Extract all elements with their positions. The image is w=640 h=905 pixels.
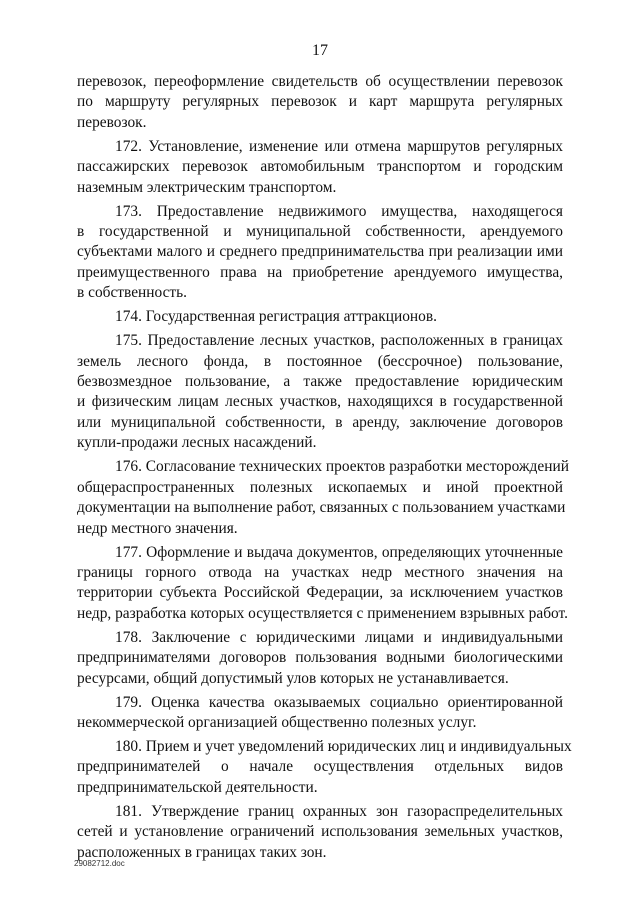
paragraph xyxy=(77,737,572,798)
text-line: земель лесного фонда, в постоянное (бессрочное) пользование, xyxy=(77,352,563,370)
text-line: 175. Предоставление лесных участков, расположенных в границах xyxy=(115,332,563,350)
text-line: наземным электрическим транспортом. xyxy=(77,178,337,196)
text-line: перевозок. xyxy=(77,113,147,131)
text-line: предпринимателей о начале осуществления отдельных видов xyxy=(77,758,563,776)
text-line: предпринимателями договоров пользования водными биологическими xyxy=(77,649,563,667)
text-line: предпринимательской деятельности. xyxy=(77,778,318,796)
text-line: безвозмездное пользование, а также предоставление юридическим xyxy=(77,373,563,391)
paragraph xyxy=(77,72,563,133)
text-line: и физическим лицам лесных участков, находящихся в государственной xyxy=(77,393,563,411)
text-line: расположенных в границах таких зон. xyxy=(77,843,327,861)
text-line: субъектами малого и среднего предпринимательства при реализации ими xyxy=(77,243,563,261)
text-line: недр местного значения. xyxy=(77,519,238,537)
text-line: недр, разработка которых осуществляется с применением взрывных работ. xyxy=(77,604,568,622)
paragraph xyxy=(77,331,563,453)
paragraph xyxy=(77,457,569,539)
text-line: пассажирских перевозок автомобильным транспортом и городским xyxy=(77,158,563,176)
text-line: 179. Оценка качества оказываемых социально ориентированной xyxy=(115,693,563,711)
text-line: 180. Прием и учет уведомлений юридических лиц и индивидуальных xyxy=(115,737,572,755)
document-body xyxy=(77,72,572,867)
text-line: границы горного отвода на участках недр местного значения на xyxy=(77,563,563,581)
paragraph xyxy=(77,802,563,863)
text-line: документации на выполнение работ, связанных с пользованием участками xyxy=(77,499,566,517)
text-line: 178. Заключение с юридическими лицами и индивидуальными xyxy=(115,628,563,646)
text-line: сетей и установление ограничений использования земельных участков, xyxy=(77,823,563,841)
text-line: 173. Предоставление недвижимого имущества, находящегося xyxy=(115,202,563,220)
text-line: ресурсами, общий допустимый улов которых не устанавливается. xyxy=(77,669,509,687)
paragraph xyxy=(77,307,563,327)
text-line: 181. Утверждение границ охранных зон газораспределительных xyxy=(115,802,563,820)
paragraph xyxy=(77,628,563,689)
text-line: 176. Согласование технических проектов разработки месторождений xyxy=(115,458,569,476)
text-line: территории субъекта Российской Федерации, за исключением участков xyxy=(77,584,563,602)
file-name-footer: 29082712.doc xyxy=(74,859,125,868)
page-number: 17 xyxy=(312,42,328,59)
paragraph xyxy=(77,543,568,625)
paragraph xyxy=(77,202,563,304)
text-line: в государственной и муниципальной собственности, арендуемого xyxy=(77,223,563,241)
text-line: по маршруту регулярных перевозок и карт маршрута регулярных xyxy=(77,93,563,111)
text-line: преимущественного права на приобретение арендуемого имущества, xyxy=(77,263,563,281)
text-line: 174. Государственная регистрация аттракционов. xyxy=(115,308,437,326)
text-line: купли-продажи лесных насаждений. xyxy=(77,434,317,452)
paragraph xyxy=(77,137,563,198)
text-line: 177. Оформление и выдача документов, определяющих уточненные xyxy=(115,543,563,561)
text-line: 172. Установление, изменение или отмена маршрутов регулярных xyxy=(115,137,563,155)
text-line: или муниципальной собственности, в аренду, заключение договоров xyxy=(77,413,563,431)
text-line: некоммерческой организацией общественно полезных услуг. xyxy=(77,713,477,731)
text-line: в собственность. xyxy=(77,284,188,302)
paragraph xyxy=(77,693,563,734)
text-line: общераспространенных полезных ископаемых и иной проектной xyxy=(77,478,563,496)
text-line: перевозок, переоформление свидетельств об осуществлении перевозок xyxy=(77,73,563,90)
